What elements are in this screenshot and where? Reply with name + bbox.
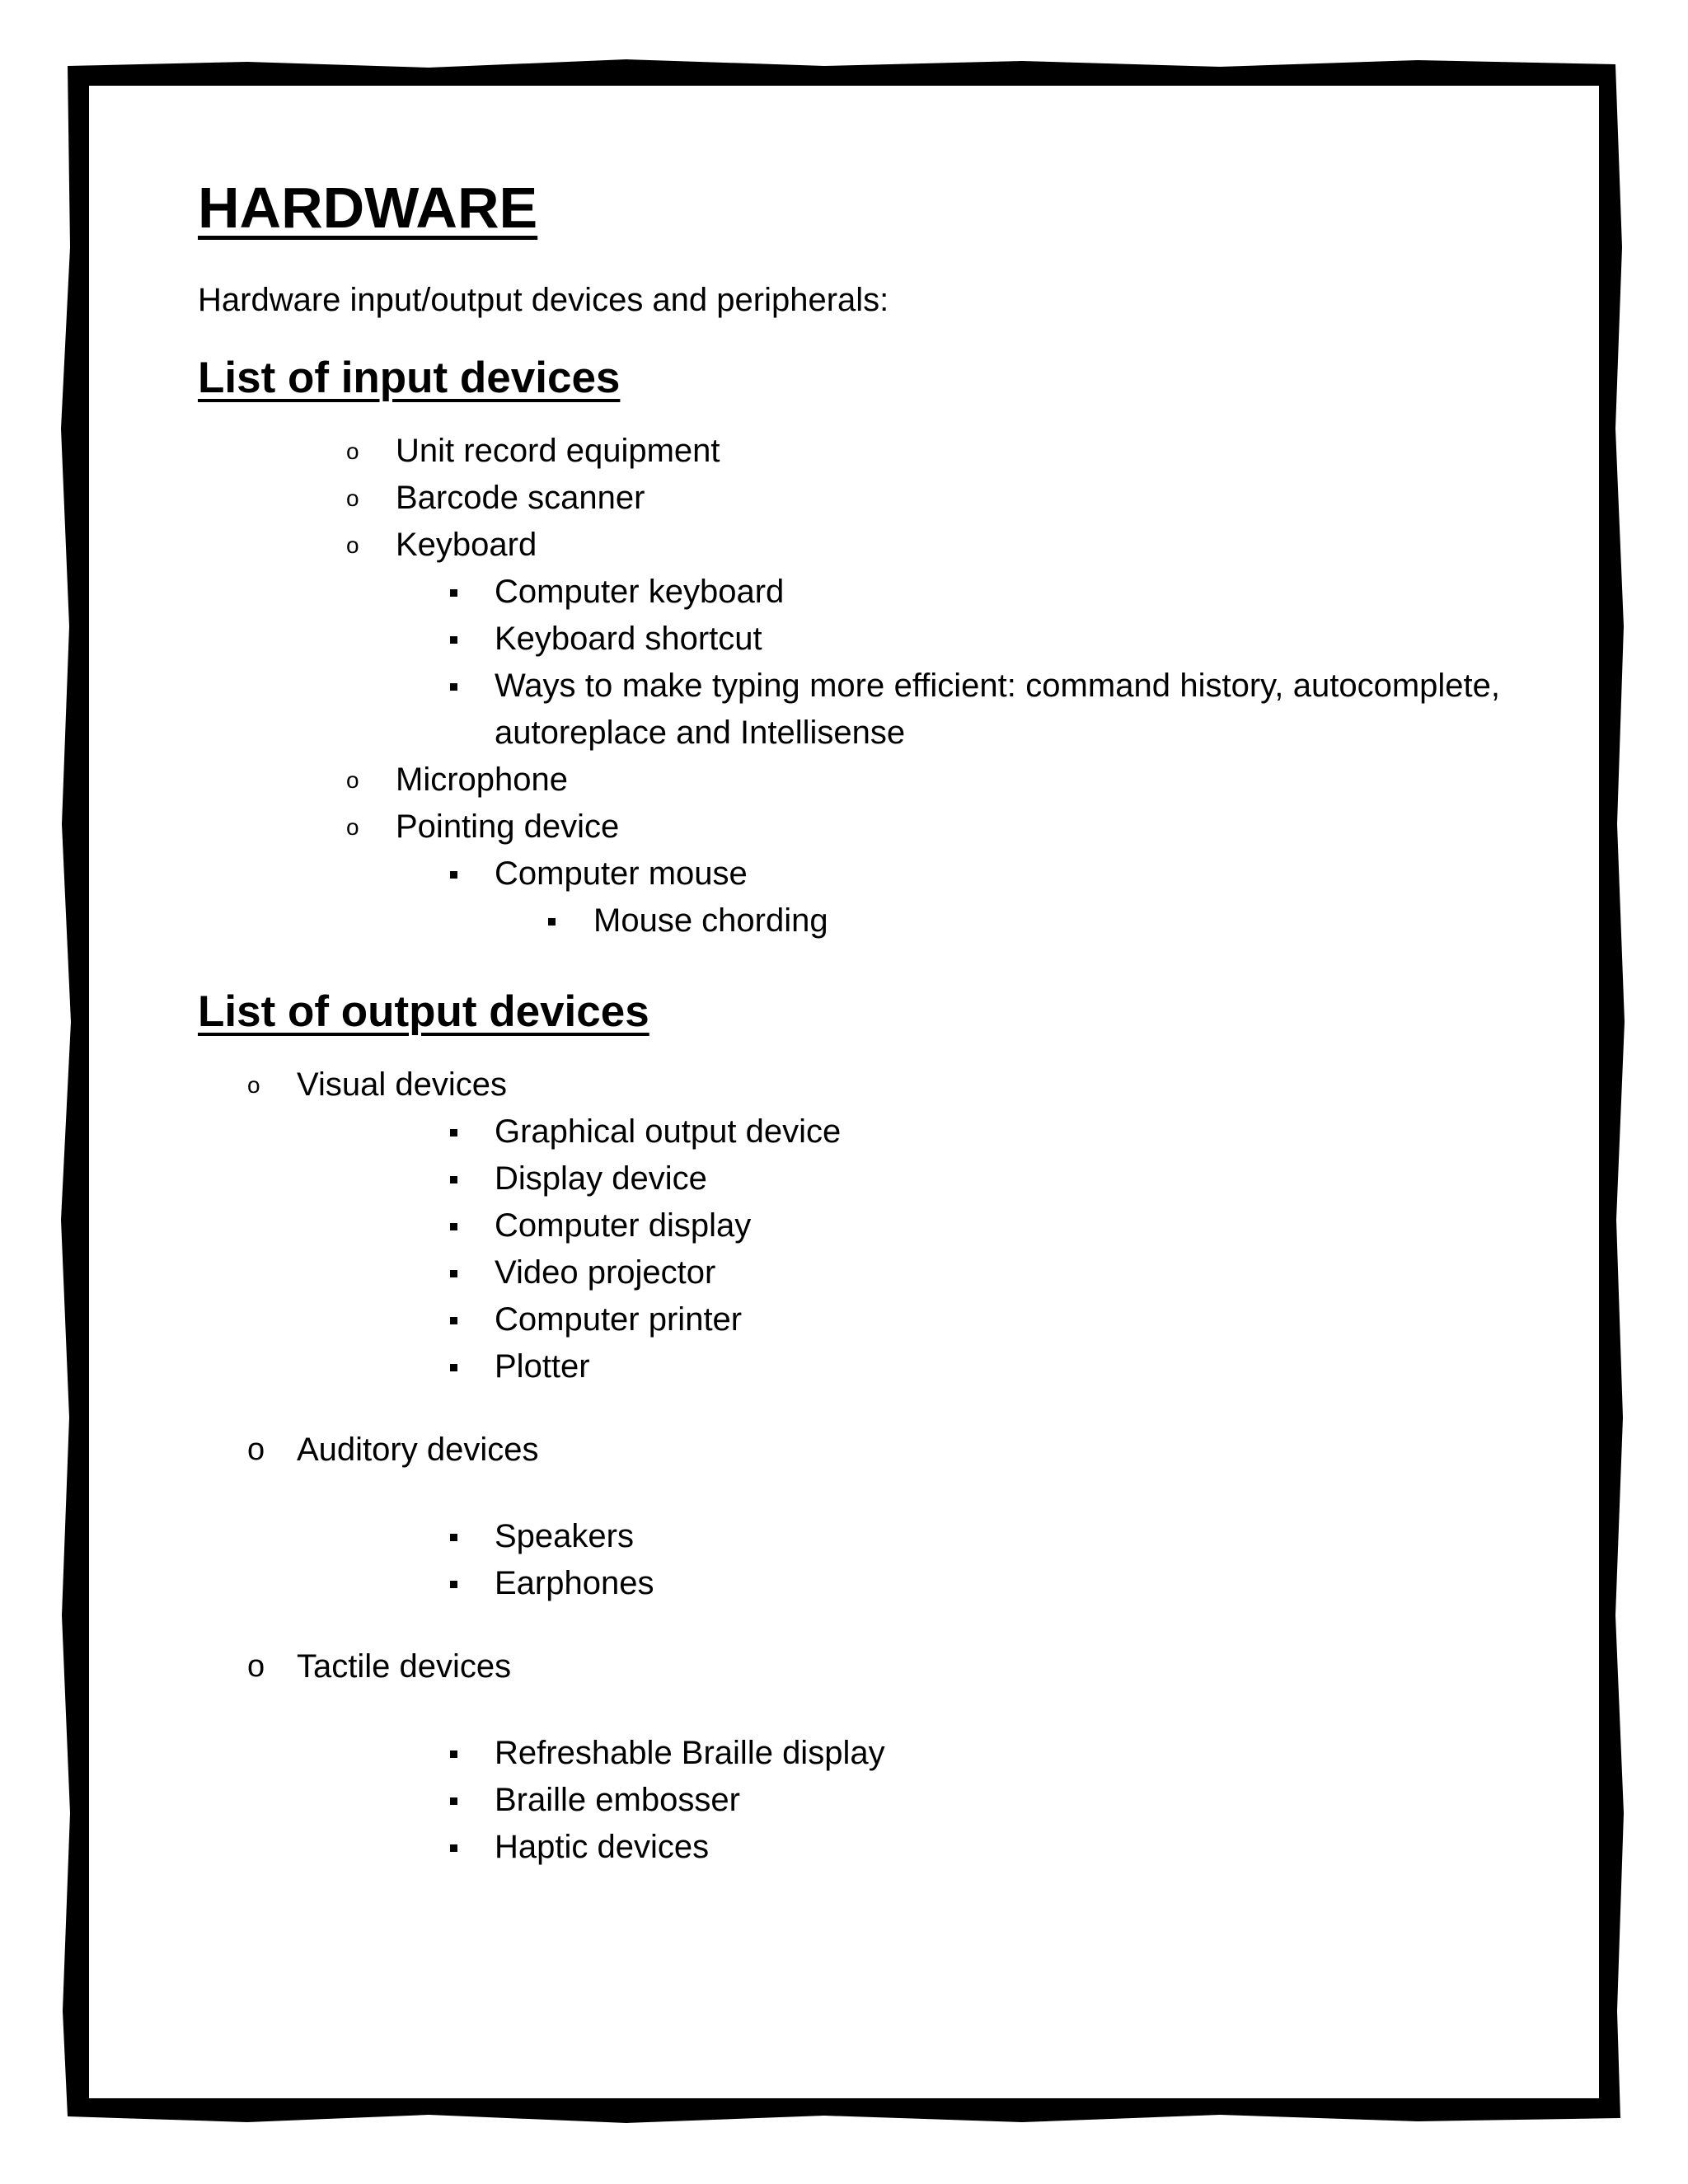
square-bullet-icon [450, 1129, 457, 1137]
square-bullet-icon [450, 683, 457, 691]
output-devices-heading: List of output devices [198, 987, 649, 1036]
list-item: o Pointing device [198, 804, 1500, 851]
page-title: HARDWARE [198, 176, 538, 240]
list-item: Computer printer [198, 1296, 1500, 1343]
square-bullet-icon [450, 1750, 457, 1758]
list-item: Ways to make typing more efficient: command history, autocomplete, autoreplace and Intellisense [198, 663, 1500, 757]
list-item-tactile-devices: o Tactile devices [198, 1643, 1500, 1690]
document-content [198, 173, 1500, 1871]
list-item: o Microphone [198, 757, 1500, 804]
square-bullet-icon [450, 1797, 457, 1805]
circle-bullet-icon: o [247, 1072, 260, 1098]
square-bullet-icon [450, 589, 457, 597]
circle-bullet-icon: o [346, 485, 359, 511]
list-item: Computer display [198, 1202, 1500, 1249]
list-item: o Unit record equipment [198, 428, 1500, 475]
list-item: Plotter [198, 1343, 1500, 1390]
output-devices-list [198, 1062, 1500, 1871]
intro-text: Hardware input/output devices and peripherals: [198, 282, 889, 318]
square-bullet-icon [450, 1844, 457, 1852]
square-bullet-icon [450, 1176, 457, 1183]
list-item: Video projector [198, 1249, 1500, 1296]
circle-bullet-icon: o [346, 438, 359, 464]
list-item: Mouse chording [198, 898, 1500, 944]
circle-bullet-icon: o [247, 1432, 265, 1467]
list-item: Computer keyboard [198, 569, 1500, 616]
list-item: Refreshable Braille display [198, 1730, 1500, 1777]
list-item: Display device [198, 1155, 1500, 1202]
circle-bullet-icon: o [346, 767, 359, 793]
list-item-visual-devices: o Visual devices [198, 1062, 1500, 1108]
square-bullet-icon [450, 1581, 457, 1588]
square-bullet-icon [450, 1317, 457, 1324]
list-item: Computer mouse [198, 851, 1500, 898]
input-devices-heading: List of input devices [198, 354, 621, 402]
circle-bullet-icon: o [346, 532, 359, 558]
list-item: o Keyboard [198, 522, 1500, 569]
circle-bullet-icon: o [247, 1649, 265, 1684]
list-item: Earphones [198, 1560, 1500, 1607]
square-bullet-icon [450, 1223, 457, 1230]
square-bullet-icon [450, 1270, 457, 1277]
circle-bullet-icon: o [346, 814, 359, 840]
square-bullet-icon [450, 1364, 457, 1371]
square-bullet-icon [548, 918, 556, 926]
list-item: Haptic devices [198, 1824, 1500, 1871]
list-item: Graphical output device [198, 1108, 1500, 1155]
list-item: o Barcode scanner [198, 475, 1500, 522]
square-bullet-icon [450, 871, 457, 879]
list-item-auditory-devices: o Auditory devices [198, 1427, 1500, 1474]
square-bullet-icon [450, 636, 457, 644]
input-devices-list [198, 428, 1500, 944]
list-item: Keyboard shortcut [198, 616, 1500, 663]
list-item: Speakers [198, 1513, 1500, 1560]
list-item: Braille embosser [198, 1777, 1500, 1824]
square-bullet-icon [450, 1534, 457, 1541]
